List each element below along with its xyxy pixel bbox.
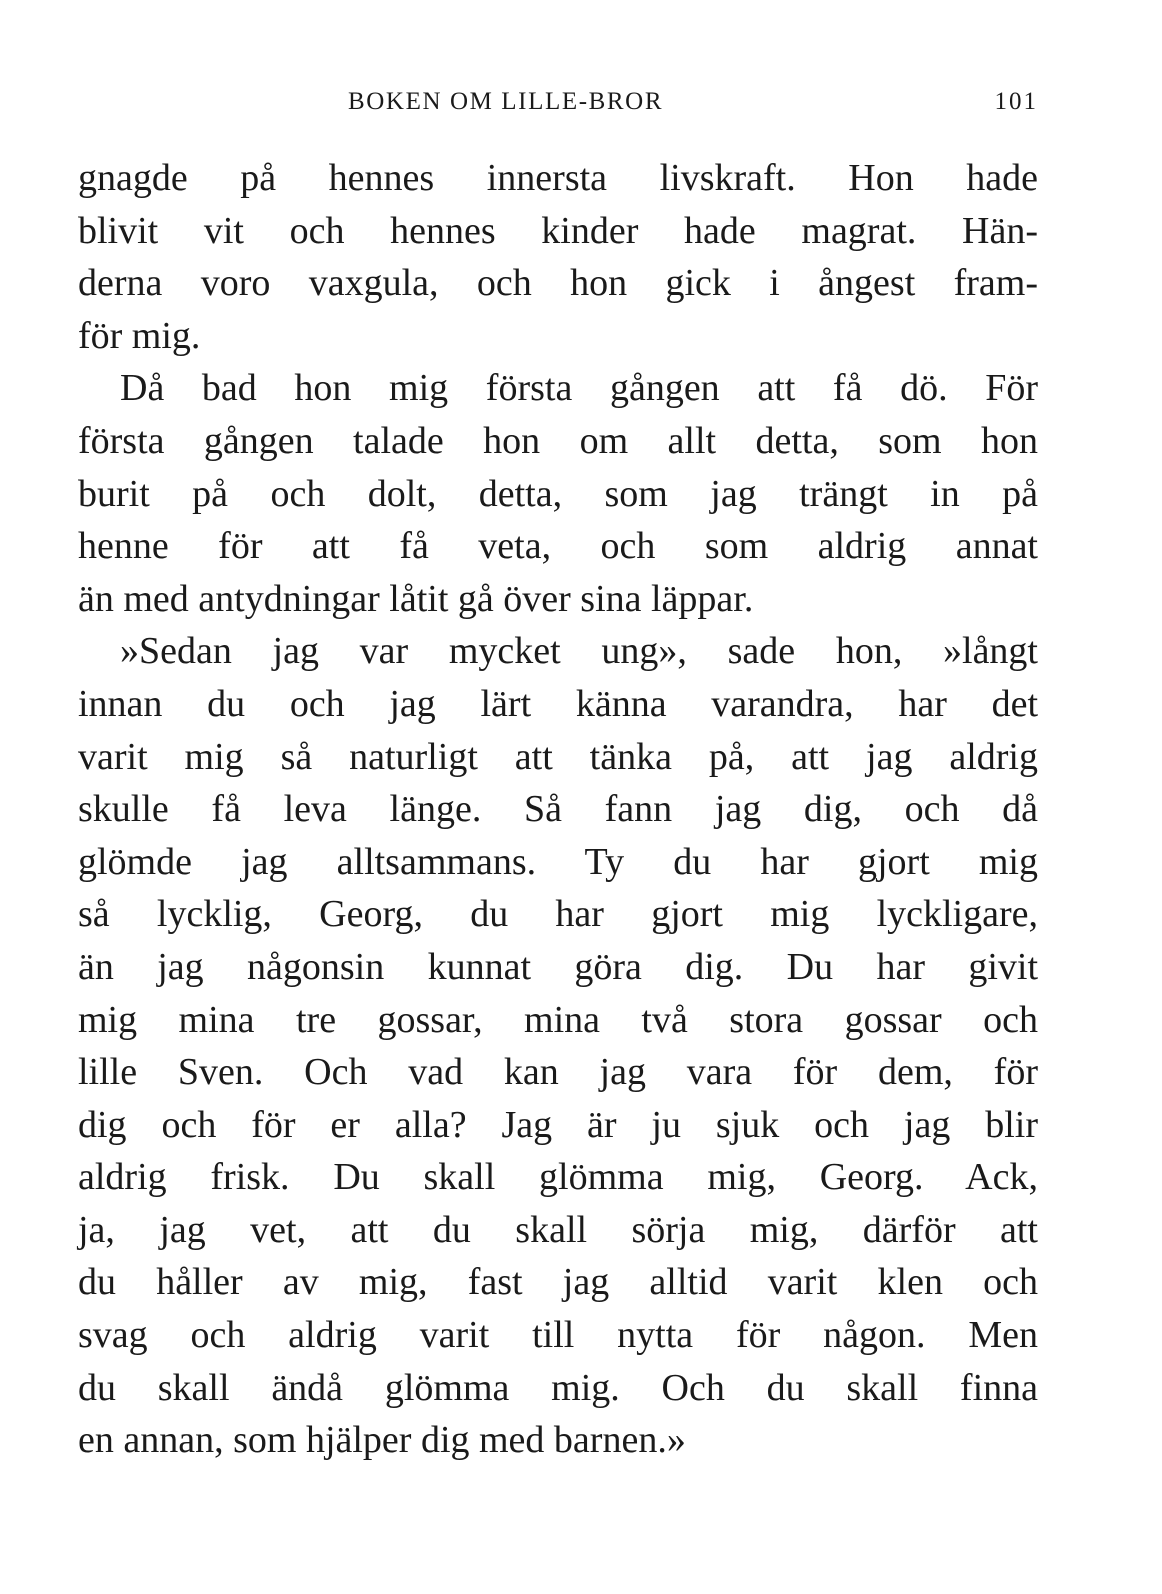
text-line: dig och för er alla? Jag är ju sjuk och jag blir (78, 1103, 1038, 1146)
text-line: du skall ändå glömma mig. Och du skall finna (78, 1366, 1038, 1409)
paragraph-3 (78, 625, 1038, 1467)
text-line: varit mig så naturligt att tänka på, att jag aldrig (78, 735, 1038, 778)
text-line: för mig. (78, 314, 201, 357)
text-line: än med antydningar låtit gå över sina läppar. (78, 577, 754, 620)
text-line: ja, jag vet, att du skall sörja mig, därför att (78, 1208, 1038, 1251)
text-line: första gången talade hon om allt detta, som hon (78, 419, 1038, 462)
text-line: glömde jag alltsammans. Ty du har gjort mig (78, 840, 1038, 883)
running-title: BOKEN OM LILLE-BROR (348, 88, 664, 115)
text-body (78, 152, 1038, 1467)
text-line: derna voro vaxgula, och hon gick i ångest fram- (78, 262, 1038, 305)
text-line: blivit vit och hennes kinder hade magrat. Hän- (78, 209, 1038, 252)
text-line: innan du och jag lärt känna varandra, har det (78, 682, 1038, 725)
text-line: än jag någonsin kunnat göra dig. Du har givit (78, 945, 1038, 988)
text-line: burit på och dolt, detta, som jag trängt in på (78, 472, 1038, 515)
text-line: »Sedan jag var mycket ung», sade hon, »långt (120, 630, 1038, 673)
paragraph-2 (78, 362, 1038, 625)
text-line: aldrig frisk. Du skall glömma mig, Georg. Ack, (78, 1156, 1038, 1199)
text-line: en annan, som hjälper dig med barnen.» (78, 1419, 686, 1462)
text-line: lille Sven. Och vad kan jag vara för dem, för (78, 1051, 1038, 1094)
text-line: Då bad hon mig första gången att få dö. För (120, 367, 1038, 410)
running-header (78, 88, 1038, 128)
text-line: skulle få leva länge. Så fann jag dig, och då (78, 788, 1038, 831)
text-line: svag och aldrig varit till nytta för någon. Men (78, 1314, 1038, 1357)
page-number: 101 (994, 88, 1038, 115)
text-line: du håller av mig, fast jag alltid varit klen och (78, 1261, 1038, 1304)
paragraph-1 (78, 152, 1038, 362)
text-line: gnagde på hennes innersta livskraft. Hon hade (78, 157, 1038, 199)
text-line: mig mina tre gossar, mina två stora gossar och (78, 998, 1038, 1041)
text-line: så lycklig, Georg, du har gjort mig lyckligare, (78, 893, 1038, 936)
text-line: henne för att få veta, och som aldrig annat (78, 525, 1038, 568)
